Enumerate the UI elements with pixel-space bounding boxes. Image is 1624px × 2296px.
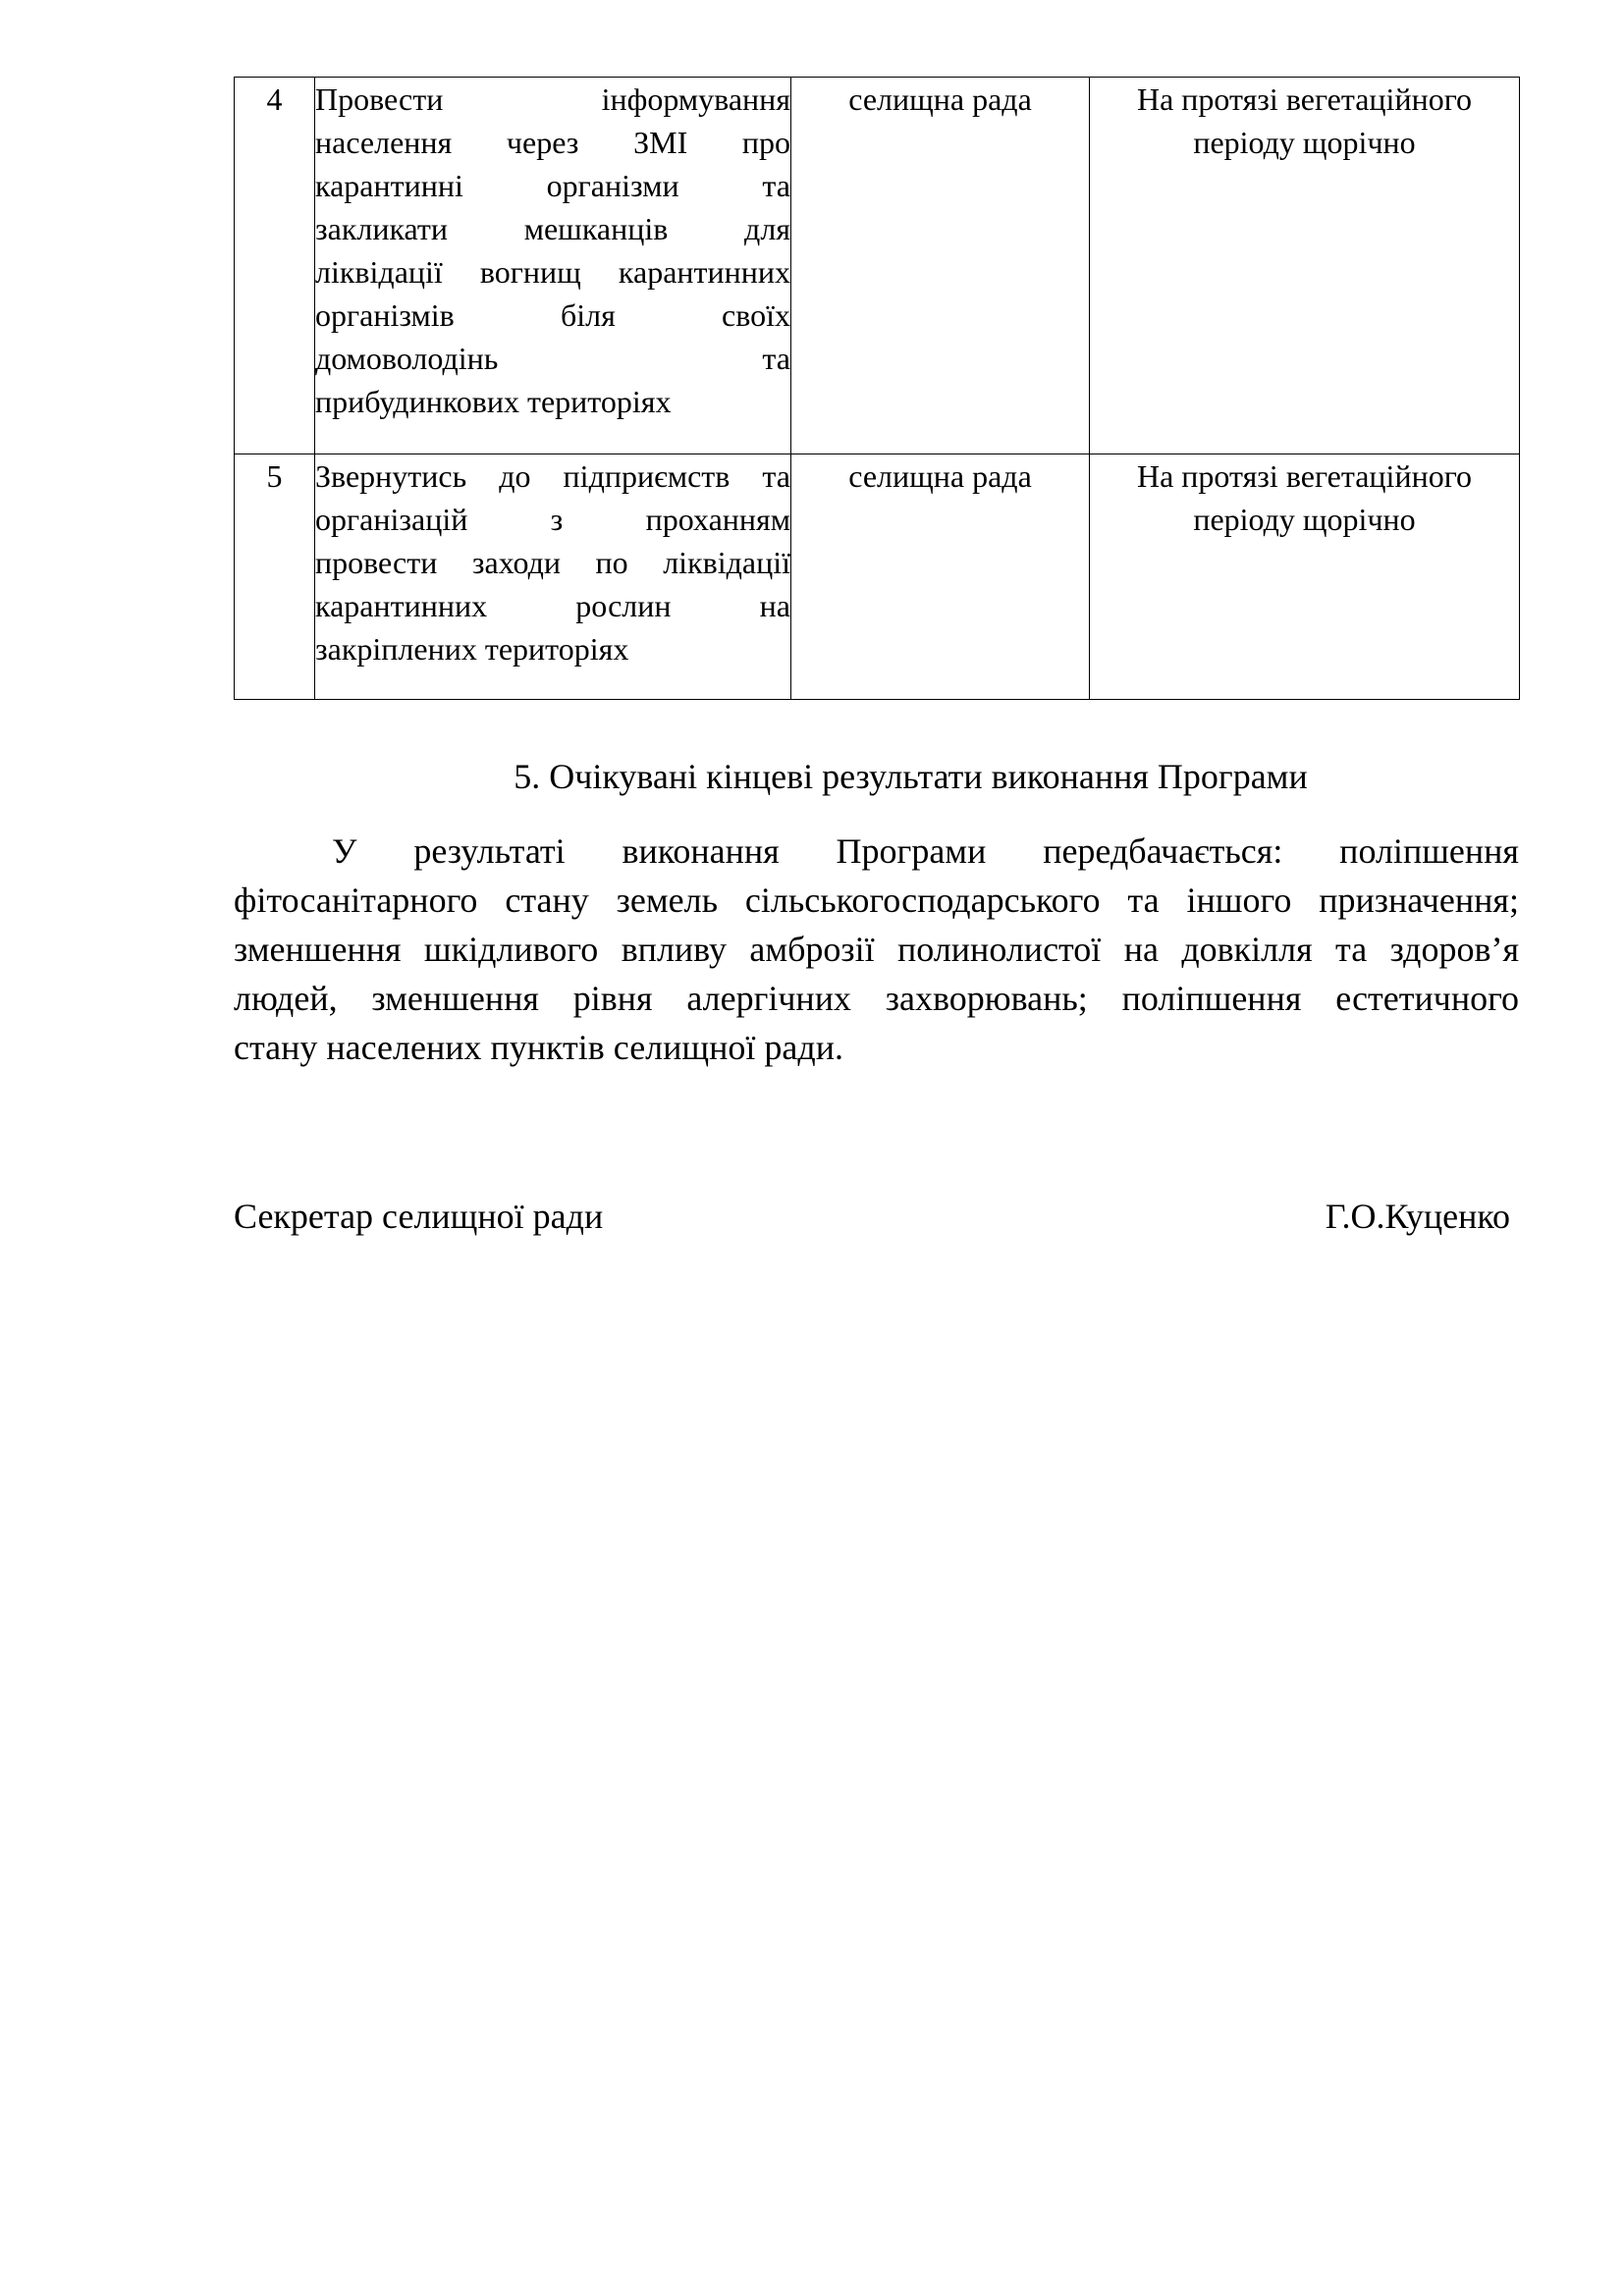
task-line: ліквідації вогнищ карантинних	[315, 254, 790, 290]
section-heading: 5. Очікувані кінцеві результати виконання Програми	[514, 757, 1308, 796]
term-line: На протязі вегетаційного	[1136, 81, 1473, 117]
task-line: провести заходи по ліквідації	[315, 545, 790, 580]
task-line: карантинних рослин на	[315, 588, 790, 623]
paragraph-line: людей, зменшення рівня алергічних захворювань; поліпшення естетичного	[234, 979, 1519, 1018]
term-line: На протязі вегетаційного	[1136, 458, 1473, 494]
paragraph-line: У результаті виконання Програми передбачається: поліпшення	[332, 831, 1519, 871]
task-line: прибудинкових територіях	[315, 384, 672, 419]
task-line: організмів біля своїх	[315, 297, 790, 333]
task-cell	[315, 454, 791, 700]
term-line: періоду щорічно	[1193, 125, 1416, 160]
responsible-cell: селищна рада	[791, 78, 1090, 454]
task-line: організацій з проханням	[315, 502, 790, 537]
paragraph-line: зменшення шкідливого впливу амброзії полинолистої на довкілля та здоров’я	[234, 930, 1519, 969]
term-cell	[1090, 454, 1520, 700]
task-line: карантинні організми та	[315, 168, 790, 203]
row-number: 4	[235, 78, 315, 454]
task-line: Провести інформування	[315, 81, 790, 117]
task-line: закликати мешканців для	[315, 211, 790, 246]
term-line: періоду щорічно	[1193, 502, 1416, 537]
signatory-name: Г.О.Куценко	[1325, 1197, 1510, 1236]
row-number: 5	[235, 454, 315, 700]
measures-table	[234, 77, 1520, 700]
term-cell	[1090, 78, 1520, 454]
results-paragraph	[234, 827, 1519, 1072]
table-row	[235, 454, 1520, 700]
paragraph-line: фітосанітарного стану земель сільськогосподарського та іншого призначення;	[234, 881, 1519, 920]
task-line: закріплених територіях	[315, 631, 629, 667]
responsible-cell: селищна рада	[791, 454, 1090, 700]
paragraph-line: стану населених пунктів селищної ради.	[234, 1028, 843, 1067]
table-row	[235, 78, 1520, 454]
task-cell	[315, 78, 791, 454]
signatory-role: Секретар селищної ради	[234, 1197, 604, 1236]
task-line: Звернутись до підприємств та	[315, 458, 790, 494]
task-line: домоволодінь та	[315, 341, 790, 376]
task-line: населення через ЗМІ про	[315, 125, 790, 160]
